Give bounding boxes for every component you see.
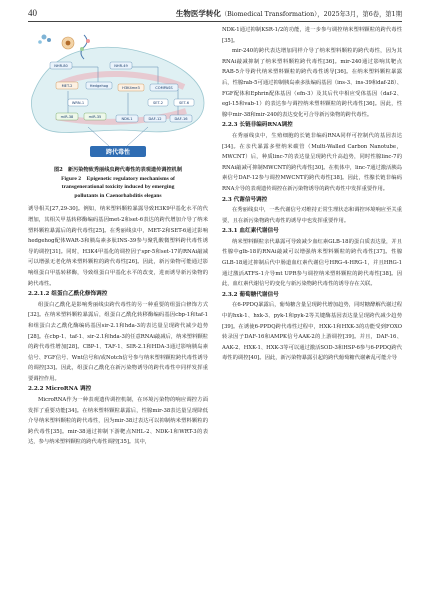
body-paragraph: mir-240的跨代表达增加同样介导了纳米塑料颗粒的跨代毒性，因为其RNAi敲减抑制了纳米塑料颗粒跨代毒性[36]。mir-240通过影响其靶点RAB-5介导跨代纳米塑料颗粒的跨代毒性诱导[36]。在纳米塑料颗粒暴露后，性腺rab-5可通过抑制胰岛素多肽编码基因（ins-3、ins-39和daf-28）、FGF配体和Ephrin配体基因（efn-3）及其后代中相应受体基因（daf-2、egl-15和vab-1）的表达参与调控纳米塑料颗粒的跨代毒性[36]。因此，性腺中mir-38和mir-240的表达变化可合导新污染物的跨代毒性。 xyxy=(222,48,402,118)
node-label: NDK-1 xyxy=(121,117,133,121)
node-label: Hedgehog xyxy=(89,84,109,88)
body-paragraph: NDK-1通过抑制KSR-1/2的功能，进一步参与调控纳米塑料颗粒的跨代毒性[35]。 xyxy=(222,27,402,44)
section-heading: 2.2.2 MicroRNA 调控 xyxy=(28,386,92,393)
node-label: SET-6 xyxy=(179,101,189,105)
node-label: DAF-12 xyxy=(148,117,162,121)
transgenerational-toxicity-label: 跨代毒性 xyxy=(105,149,131,156)
caption-cn: 图2 新污染物致秀丽线虫跨代毒性的表观遗传调控机制 xyxy=(53,167,183,173)
node-box xyxy=(170,115,192,122)
section-heading: 2.3 代谢信号调控 xyxy=(222,196,268,203)
node-box xyxy=(68,99,88,106)
node-box xyxy=(110,62,132,69)
nucleus-icon xyxy=(62,37,74,49)
section-heading: 2.3.2 葡萄糖代谢信号 xyxy=(222,291,279,298)
node-box xyxy=(84,113,106,120)
node-label: DAF-16 xyxy=(174,117,188,121)
figure-diagram xyxy=(28,27,208,164)
node-label: miR-35 xyxy=(88,115,102,119)
section-heading: 2.3.1 血红素代谢信号 xyxy=(222,228,279,235)
figure-caption xyxy=(28,166,208,200)
node-box xyxy=(118,84,144,91)
node-label: WRN-1 xyxy=(71,101,85,105)
journal-issue: （Biomedical Transformation），2025年3月，第6卷，第1期 xyxy=(220,11,402,18)
node-box xyxy=(144,115,166,122)
node-box xyxy=(86,82,112,89)
body-paragraph: 在秀丽线虫中，一些代谢信号对维持正常生理状态和调控环境响应至关重要，且在新污染物跨代毒性的诱导中也发挥重要作用。 xyxy=(222,207,402,224)
node-box xyxy=(50,62,72,69)
node-box xyxy=(56,113,78,120)
node-label: MET-2 xyxy=(61,84,73,88)
pollutant-icon xyxy=(38,35,51,44)
node-box xyxy=(150,84,178,91)
node-box xyxy=(174,99,194,106)
body-paragraph: 诱导相关[27,29-30]。例如，纳米塑料颗粒暴露导致H3K9甲基化水平的代增加，其相关甲基转移酶编码基因met-2和set-6表达的跨代增加介导了纳米塑料颗粒暴露后的跨代毒性[25]。在秀丽线虫中，MET-2和SET-6通过影响hedgehog配体WAR-3和胰岛素多肽INS-39参与聚乳酸微塑料跨代毒性诱导的调控[31]。同时，H3K4甲基化的调控因子spr-5和set-17的RNAi敲减可以增强无老化纳米塑料颗粒的跨代毒性[26]。因此，新污染物可能通过影响组蛋白甲基转移酶，导致组蛋白甲基化水平的改变，进而诱导新污染物的跨代毒性。 xyxy=(28,206,208,287)
left-column xyxy=(28,27,208,448)
body-paragraph: 在6-PPDQ暴露后，葡萄糖含量呈现跨代增加趋势，同时糖酵解代谢过程中的hxk-1、hxk-3、pyk-1和pyk-2等关键酶基因表达量呈现跨代减少趋势[39]。在诱使6-PPDQ跨代毒性过程中，HXK-1和HXK-3的功能受到FOXO转录因子DAF-16和AMPK信号AAK-2的上游调控[39]。并且，DAF-16、AAK-2、HXK-1、HXK-3等可以通过激活SOD-3和HSP-6参与6-PPDQ跨代毒性的调控[40]。因此，新污染物暴露引起的跨代葡萄糖代谢紊乱可能介导 xyxy=(222,302,402,362)
node-box xyxy=(148,99,168,106)
caption-en-line-2: transgenerational toxicity induced by emerging xyxy=(61,184,175,191)
node-label: miR-38 xyxy=(60,115,74,119)
node-label: SET-2 xyxy=(153,101,163,105)
right-column xyxy=(222,25,402,364)
caption-en-line-3: pollutants in Caenorhabditis elegans xyxy=(74,192,162,199)
section-heading: 2.2.3 长链非编码RNA调控 xyxy=(222,122,293,129)
node-box xyxy=(56,82,78,89)
running-header xyxy=(28,6,402,20)
page-number: 40 xyxy=(28,8,37,18)
node-label: NHR-49 xyxy=(114,64,128,68)
node-box xyxy=(116,115,138,122)
section-heading: 2.2.1.2 组蛋白乙酰化修饰调控 xyxy=(28,291,108,298)
body-paragraph: MicroRNA作为一种表观遗传调控机制，在环境污染物的响应调控方面发挥了重要功能[34]。在纳米塑料颗粒暴露后，性腺mir-38表达量呈现降低介导纳米塑料颗粒的跨代毒性，因为mir-38过表达可以抑制纳米塑料颗粒的跨代毒性[35]。mir-38通过抑制下游靶点NHL-2、NDK-1和WRT-3的表达，参与纳米塑料颗粒的跨代毒性调控[35]。其中， xyxy=(28,397,208,446)
journal-info xyxy=(176,8,402,19)
figure-2 xyxy=(28,27,208,164)
node-label: NHR-80 xyxy=(54,64,68,68)
body-paragraph: 组蛋白乙酰化是影响秀丽线虫跨代毒性的另一种重要的组蛋白修饰方式[32]。在纳米塑料颗粒暴露后，组蛋白乙酰化转移酶编码基因cbp-1和taf-1和组蛋白去乙酰化酶编码基因sir-2.1和hda-3的表达量呈现跨代减少趋势[28]。在cbp-1、taf-1、sir-2.1和hda-3的任意RNAi敲减后，纳米塑料颗粒的跨代毒性增加[28]。CBP-1、TAF-1、SIR-2.1和HDA-3通过影响胰岛素信号、FGF信号、Wnt信号和/或Notch信号参与纳米塑料颗粒跨代毒性诱导的调控[33]。因此，组蛋白乙酰化在新污染物诱导的跨代毒性中同样发挥重要调控作用。 xyxy=(28,301,208,382)
node-label: COMPASS xyxy=(155,86,173,90)
body-paragraph: 在秀丽线虫中，生殖细胞的长链非编码RNA同样可控制代的基因表达[34]。在亲代暴露多壁纳米碳管（Multi-Walled Carbon Nanotube，MWCNT）后，种质linc-7的表达量呈现跨代升高趋势，同时性腺linc-7的RNAi敲减可抑制MWCNT的跨代毒性[30]。在机体中，linc-7通过激活胰岛素信号DAF-12参与调控MWCNT的跨代毒性[38]。因此，性腺长链非编码RNA介导的表观遗传调控在新污染物诱导的跨代毒性中发挥重要作用。 xyxy=(222,132,402,192)
node-label: H3K4me3 xyxy=(122,86,140,90)
caption-en-line-1: Figure 2 Epigenetic regulatory mechanisms of xyxy=(61,175,175,182)
header-rule xyxy=(28,21,402,22)
body-paragraph: 纳米塑料颗粒亲代暴露可导致减少血红素GLB-18的蛋白质表达量，并且性腺中glb-18的RNAi敲减可以增强纳米塑料颗粒的跨代毒性[37]。性腺GLB-18通过抑制后代中肠道血红素代谢信号HRG-4-HRG-1，并且HRG-1通过激活ATFS-1介导mt UPR参与调控纳米塑料颗粒的跨代毒性[38]。因此，血红素代谢信号的变化与新污染物跨代毒性的诱导存在关联。 xyxy=(222,238,402,288)
journal-title-cn: 生物医学转化 xyxy=(175,9,221,18)
